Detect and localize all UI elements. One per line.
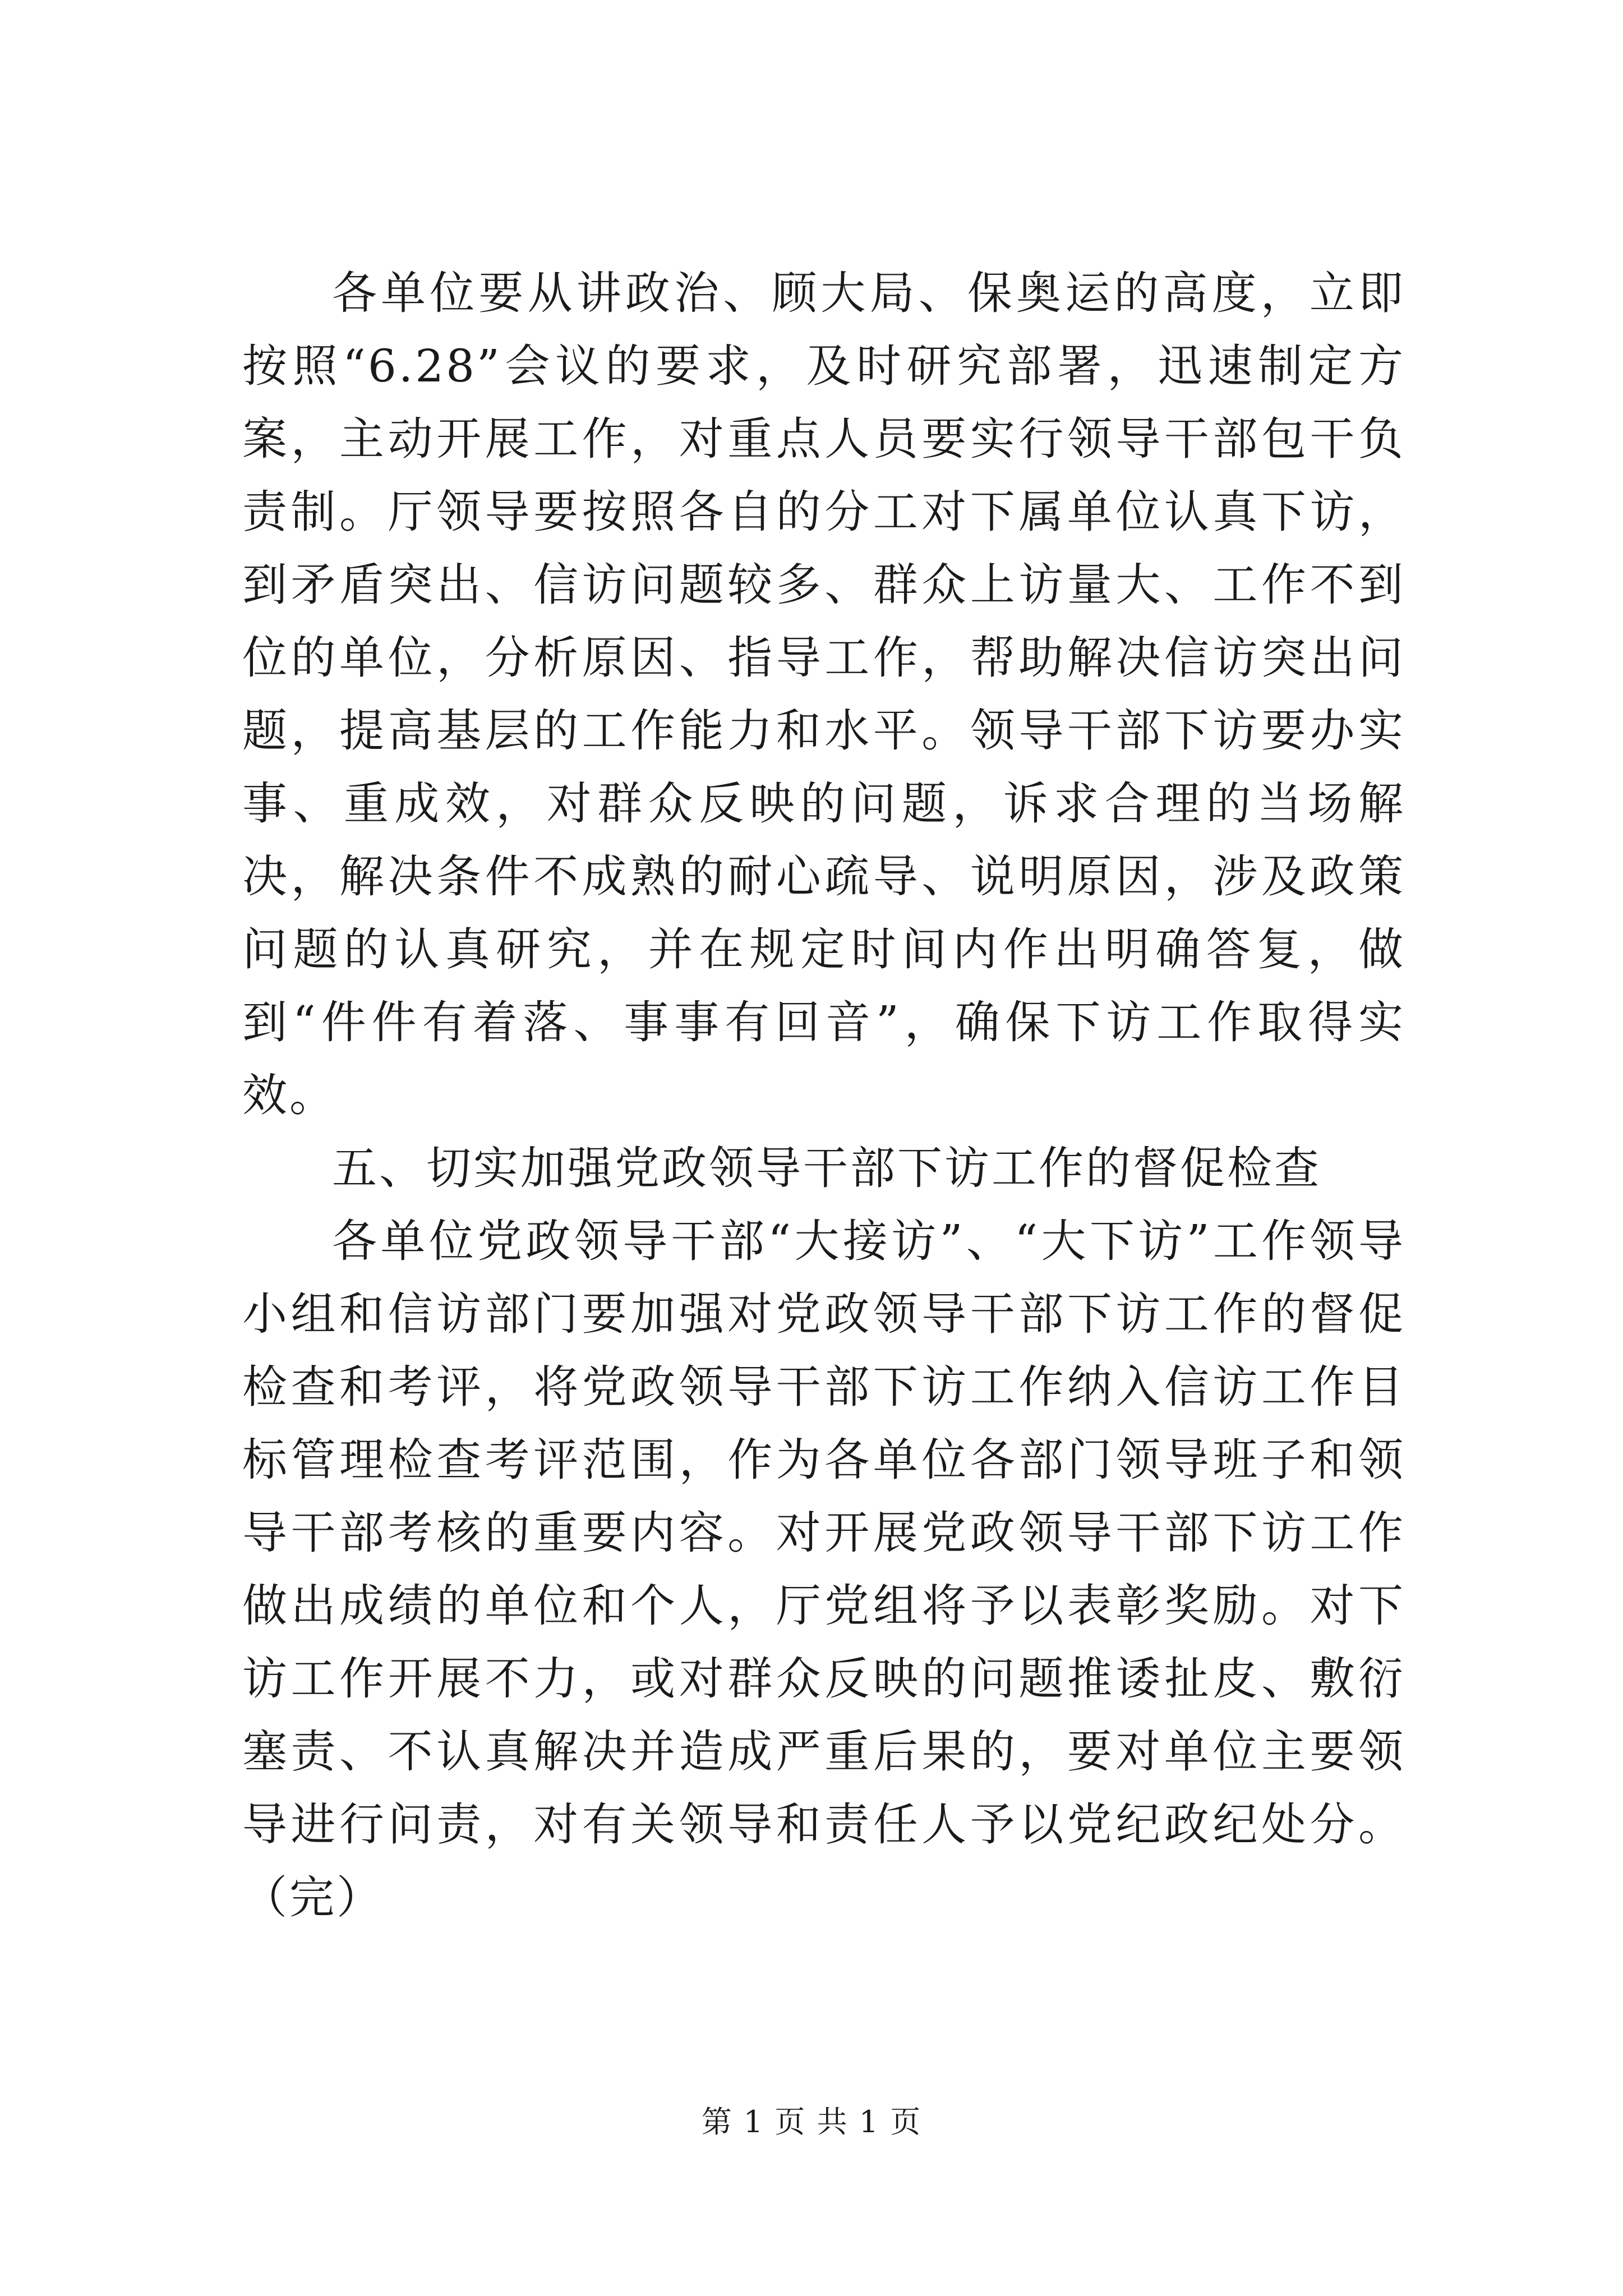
paragraph-leader-visits: 各单位要从讲政治、顾大局、保奥运的高度，立即按照“6.28”会议的要求，及时研究部署，迅速制定方案，主动开展工作，对重点人员要实行领导干部包干负责制。厅领导要按照各自的分工对下属单位认真下访，到矛盾突出、信访问题较多、群众上访量大、工作不到位的单位，分析原因、指导工作，帮助解决信访突出问题，提高基层的工作能力和水平。领导干部下访要办实事、重成效，对群众反映的问题，诉求合理的当场解决，解决条件不成熟的耐心疏导、说明原因，涉及政策问题的认真研究，并在规定时间内作出明确答复，做到“件件有着落、事事有回音”，确保下访工作取得实效。 xyxy=(242,267,1405,1121)
paragraph-supervision: 各单位党政领导干部“大接访”、“大下访”工作领导小组和信访部门要加强对党政领导干部下访工作的督促检查和考评，将党政领导干部下访工作纳入信访工作目标管理检查考评范围，作为各单位各部门领导班子和领导干部考核的重要内容。对开展党政领导干部下访工作做出成绩的单位和个人，厅党组将予以表彰奖励。对下访工作开展不力，或对群众反映的问题推诿扯皮、敷衍塞责、不认真解决并造成严重后果的，要对单位主要领导进行问责，对有关领导和责任人予以党纪政纪处分。（完） xyxy=(242,1215,1405,1924)
document-body xyxy=(242,257,1405,1934)
page-number-footer: 第 1 页 共 1 页 xyxy=(701,2104,922,2139)
section-heading-five: 五、切实加强党政领导干部下访工作的督促检查 xyxy=(332,1142,1321,1194)
